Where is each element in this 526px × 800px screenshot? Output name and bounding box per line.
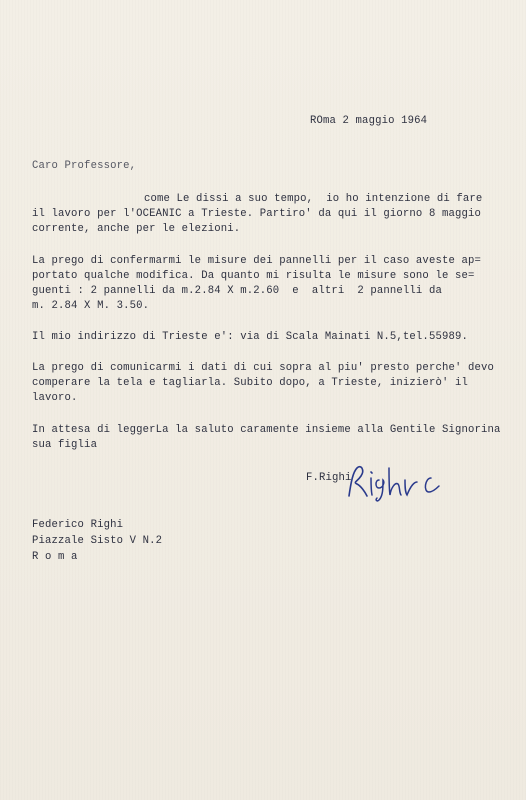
body-line: lavoro. xyxy=(32,392,78,404)
salutation: Caro Professore, xyxy=(32,160,137,172)
sender-line: R o m a xyxy=(32,551,78,563)
body-line: comperare la tela e tagliarla. Subito dopo, a Trieste, inizierò' il xyxy=(32,377,468,389)
body-line: guenti : 2 pannelli da m.2.84 X m.2.60 e altri 2 pannelli da xyxy=(32,285,442,297)
handwritten-signature-icon xyxy=(343,462,447,502)
body-line: portato qualche modifica. Da quanto mi risulta le misure sono le se= xyxy=(32,270,475,282)
sender-line: Federico Righi xyxy=(32,519,124,531)
typed-signature: F.Righi xyxy=(306,472,352,484)
body-line: La prego di confermarmi le misure dei pannelli per il caso aveste ap= xyxy=(32,255,482,267)
body-line: Il mio indirizzo di Trieste e': via di Scala Mainati N.5,tel.55989. xyxy=(32,331,468,343)
body-line: sua figlia xyxy=(32,439,98,451)
body-line: In attesa di leggerLa la saluto caramente insieme alla Gentile Signorina xyxy=(32,424,501,436)
letter-date: ROma 2 maggio 1964 xyxy=(310,115,428,127)
body-line: corrente, anche per le elezioni. xyxy=(32,223,241,235)
body-line: come Le dissi a suo tempo, io ho intenzione di fare xyxy=(144,193,483,205)
body-line: m. 2.84 X M. 3.50. xyxy=(32,300,150,312)
body-line: il lavoro per l'OCEANIC a Trieste. Partiro' da qui il giorno 8 maggio xyxy=(32,208,482,220)
sender-line: Piazzale Sisto V N.2 xyxy=(32,535,163,547)
body-line: La prego di comunicarmi i dati di cui sopra al piu' presto perche' devo xyxy=(32,362,495,374)
